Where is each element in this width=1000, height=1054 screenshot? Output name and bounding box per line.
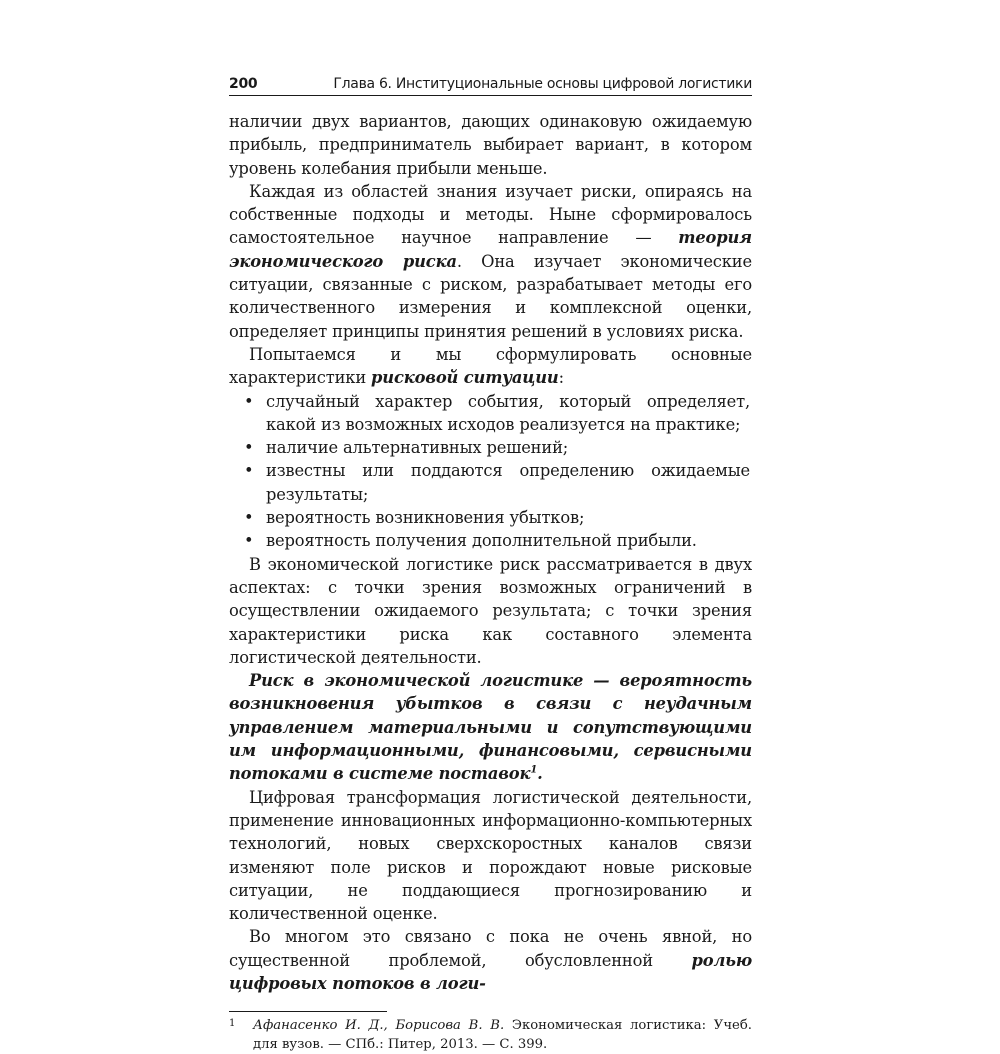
paragraph-2 bbox=[229, 180, 752, 343]
book-page bbox=[229, 68, 752, 1054]
list-item bbox=[229, 529, 752, 552]
list-item bbox=[229, 506, 752, 529]
risk-definition bbox=[229, 669, 752, 785]
paragraph-3-text-a: Попытаемся и мы сформулировать основные характеристики bbox=[229, 344, 752, 388]
bullet-icon: • bbox=[244, 531, 254, 551]
footnote bbox=[229, 1016, 752, 1054]
risk-definition-text: Риск в экономической логистике — вероятность возникновения убытков в связи с неудачным управлением материальными и сопутствующими им информационными, финансовыми, сервисными потоками в системе поставок bbox=[229, 671, 752, 784]
term-digital-flows-role: ролью цифровых потоков в логи- bbox=[229, 950, 752, 993]
risk-characteristics-list bbox=[229, 390, 752, 553]
term-risk-situation: рисковой ситуации bbox=[371, 368, 559, 388]
paragraph-3 bbox=[229, 343, 752, 390]
risk-definition-end: . bbox=[537, 764, 543, 784]
bullet-icon: • bbox=[244, 438, 254, 458]
list-item-text: известны или поддаются определению ожидаемые результаты; bbox=[266, 461, 750, 504]
page-body bbox=[229, 110, 752, 995]
footnote-reference[interactable]: 1 bbox=[530, 764, 538, 776]
bullet-icon: • bbox=[244, 461, 254, 481]
page-number: 200 bbox=[229, 76, 258, 92]
term-economic-risk-theory: теория экономического риска bbox=[229, 228, 752, 271]
list-item-text: случайный характер события, который определяет, какой из возможных исходов реализуется на практике; bbox=[266, 391, 750, 434]
paragraph-4: В экономической логистике риск рассматривается в двух аспектах: с точки зрения возможных ограничений в осуществлении ожидаемого результата; с точки зрения характеристики риска как составного элемента логистической деятельности. bbox=[229, 554, 752, 667]
list-item-text: вероятность получения дополнительной прибыли. bbox=[266, 531, 697, 551]
paragraph-3-text-b: : bbox=[558, 368, 564, 388]
footnote-divider bbox=[229, 1011, 387, 1012]
paragraph-5: Цифровая трансформация логистической деятельности, применение инновационных информационно-компьютерных технологий, новых сверхскоростных каналов связи изменяют поле рисков и порождают новые рисковые ситуации, не поддающиеся прогнозированию и количественной оценке. bbox=[229, 787, 752, 924]
list-item bbox=[229, 390, 752, 437]
chapter-title: Глава 6. Институциональные основы цифровой логистики bbox=[333, 76, 752, 92]
paragraph-1: наличии двух вариантов, дающих одинаковую ожидаемую прибыль, предприниматель выбирает вариант, в котором уровень колебания прибыли меньше. bbox=[229, 112, 752, 178]
list-item-text: наличие альтернативных решений; bbox=[266, 438, 569, 458]
paragraph-6 bbox=[229, 925, 752, 995]
footnote-authors: Афанасенко И. Д., Борисова В. В. bbox=[253, 1018, 505, 1034]
bullet-icon: • bbox=[244, 391, 254, 411]
list-item bbox=[229, 459, 752, 506]
paragraph-2-text-b: . Она изучает экономические ситуации, связанные с риском, разрабатывает методы его количественного измерения и комплексной оценки, определяет принципы принятия решений в условиях риска. bbox=[229, 251, 752, 341]
paragraph-6-text-a: Во многом это связано с пока не очень явной, но существенной проблемой, обусловленной bbox=[229, 927, 752, 970]
list-item-text: вероятность возникновения убытков; bbox=[266, 508, 585, 528]
bullet-icon: • bbox=[244, 508, 254, 528]
running-header bbox=[229, 68, 752, 96]
paragraph-2-text-a: Каждая из областей знания изучает риски, опираясь на собственные подходы и методы. Ныне сформировалось самостоятельное научное направление — bbox=[229, 181, 752, 248]
footnote-text: Экономическая логистика: Учеб. для вузов. — СПб.: Питер, 2013. — С. 399. bbox=[253, 1018, 752, 1053]
footnote-mark: 1 bbox=[229, 1018, 236, 1030]
list-item bbox=[229, 436, 752, 459]
